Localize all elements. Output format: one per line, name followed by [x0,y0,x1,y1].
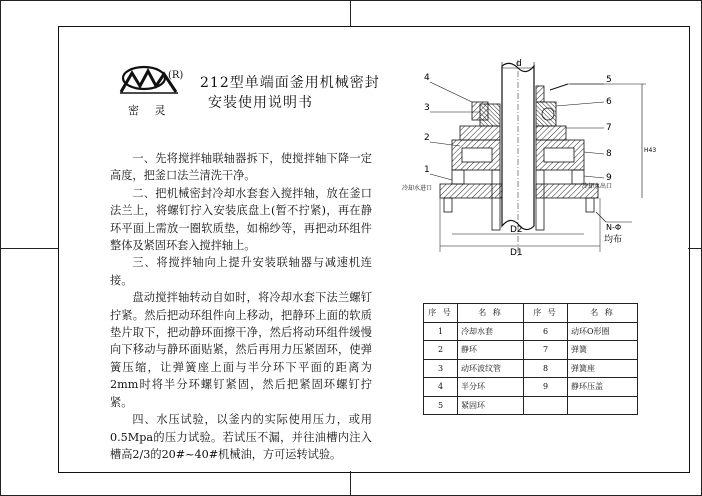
bolt-note: N-Φ [606,223,622,232]
center-tick-bottom [350,471,351,495]
table-row [424,341,638,360]
part-no: 9 [524,378,568,397]
center-tick-right [688,248,701,249]
callout-8: 8 [606,149,612,159]
callout-7: 7 [606,123,612,133]
dimension-d: d [516,59,522,69]
installation-instructions [110,150,372,463]
coolant-outlet-label: 冷却水出口 [582,183,613,190]
callout-6: 6 [606,97,612,107]
part-name: 静环 [458,341,524,360]
part-no: 6 [524,322,568,341]
center-tick-left [0,248,58,249]
part-no: 7 [524,341,568,360]
part-name: 静环压盖 [568,378,638,397]
dimension-D2: D2 [510,225,523,235]
instruction-step-3-detail: 盘动搅拌轴转动自如时，将冷却水套下法兰螺钉拧紧。然后把动环组件向上移动，把静环上面的软质垫片取下，把动静环面擦干净，然后将动环组件缓慢向下移动与静环面贴紧，然后再用力压紧固环，使弹簧压缩，让弹簧座上面与半分环下平面的距离为2mm时将半分环螺钉紧固，然后把紧固环螺钉拧紧。 [110,291,372,409]
instruction-step-1: 一、先将搅拌轴联轴器拆下，使搅拌轴下降一定高度，把釜口法兰清洗干净。 [110,152,372,183]
header-name: 名 称 [458,304,524,323]
part-name: 弹簧座 [568,359,638,378]
header-name-2: 名 称 [568,304,638,323]
table-row [424,322,638,341]
registered-mark: (R) [168,70,184,81]
header-no: 序 号 [424,304,458,323]
part-name: 动环O形圈 [568,322,638,341]
document-subtitle: 安装使用说明书 [208,95,313,111]
table-row [424,378,638,397]
instruction-step-4: 四、水压试验，以釜内的实际使用压力，或用0.5Mpa的压力试验。若试压不漏，并往油槽内注入槽高2/3的20#~40#机械油，方可运转试验。 [110,413,372,461]
table-row [424,359,638,378]
part-name [568,396,638,415]
callout-9: 9 [606,173,612,183]
callout-2: 2 [424,133,430,143]
part-no: 2 [424,341,458,360]
part-name: 冷却水套 [458,322,524,341]
seal-assembly-drawing [402,56,660,306]
parts-list-table [423,303,638,415]
document-title: 212型单端面釜用机械密封 [200,75,380,91]
part-name: 动环波纹管 [458,359,524,378]
part-no: 3 [424,359,458,378]
callout-1: 1 [424,165,430,175]
left-seal-section [440,102,502,230]
brand-name: 密 灵 [128,104,172,117]
header-no-2: 序 号 [524,304,568,323]
part-name: 紧固环 [458,396,524,415]
callout-5: 5 [606,75,612,85]
callout-3: 3 [424,103,430,113]
callout-4: 4 [424,73,430,83]
part-no: 4 [424,378,458,397]
instruction-step-2: 二、把机械密封冷却水套套入搅拌轴，放在釜口法兰上，将螺钉拧入安装底盘上(暂不拧紧)，再在静环平面上需放一圈软质垫，如棉纱等，再把动环组件整体及紧固环套入搅拌轴上。 [110,186,372,253]
part-no: 1 [424,322,458,341]
coolant-inlet-label: 冷却水进口 [402,185,433,192]
right-seal-section [536,84,598,230]
instruction-step-3: 三、将搅拌轴向上提升安装联轴器与减速机连接。 [110,256,372,287]
part-no: 5 [424,396,458,415]
dimension-H: H43 [644,147,657,154]
part-no: 8 [524,359,568,378]
table-row [424,396,638,415]
bolt-note-evenly: 均布 [604,235,623,245]
center-tick-top [350,0,351,26]
dimension-D1: D1 [510,248,523,258]
table-header-row [424,304,638,323]
part-name: 半分环 [458,378,524,397]
part-name: 弹簧 [568,341,638,360]
part-no [524,396,568,415]
